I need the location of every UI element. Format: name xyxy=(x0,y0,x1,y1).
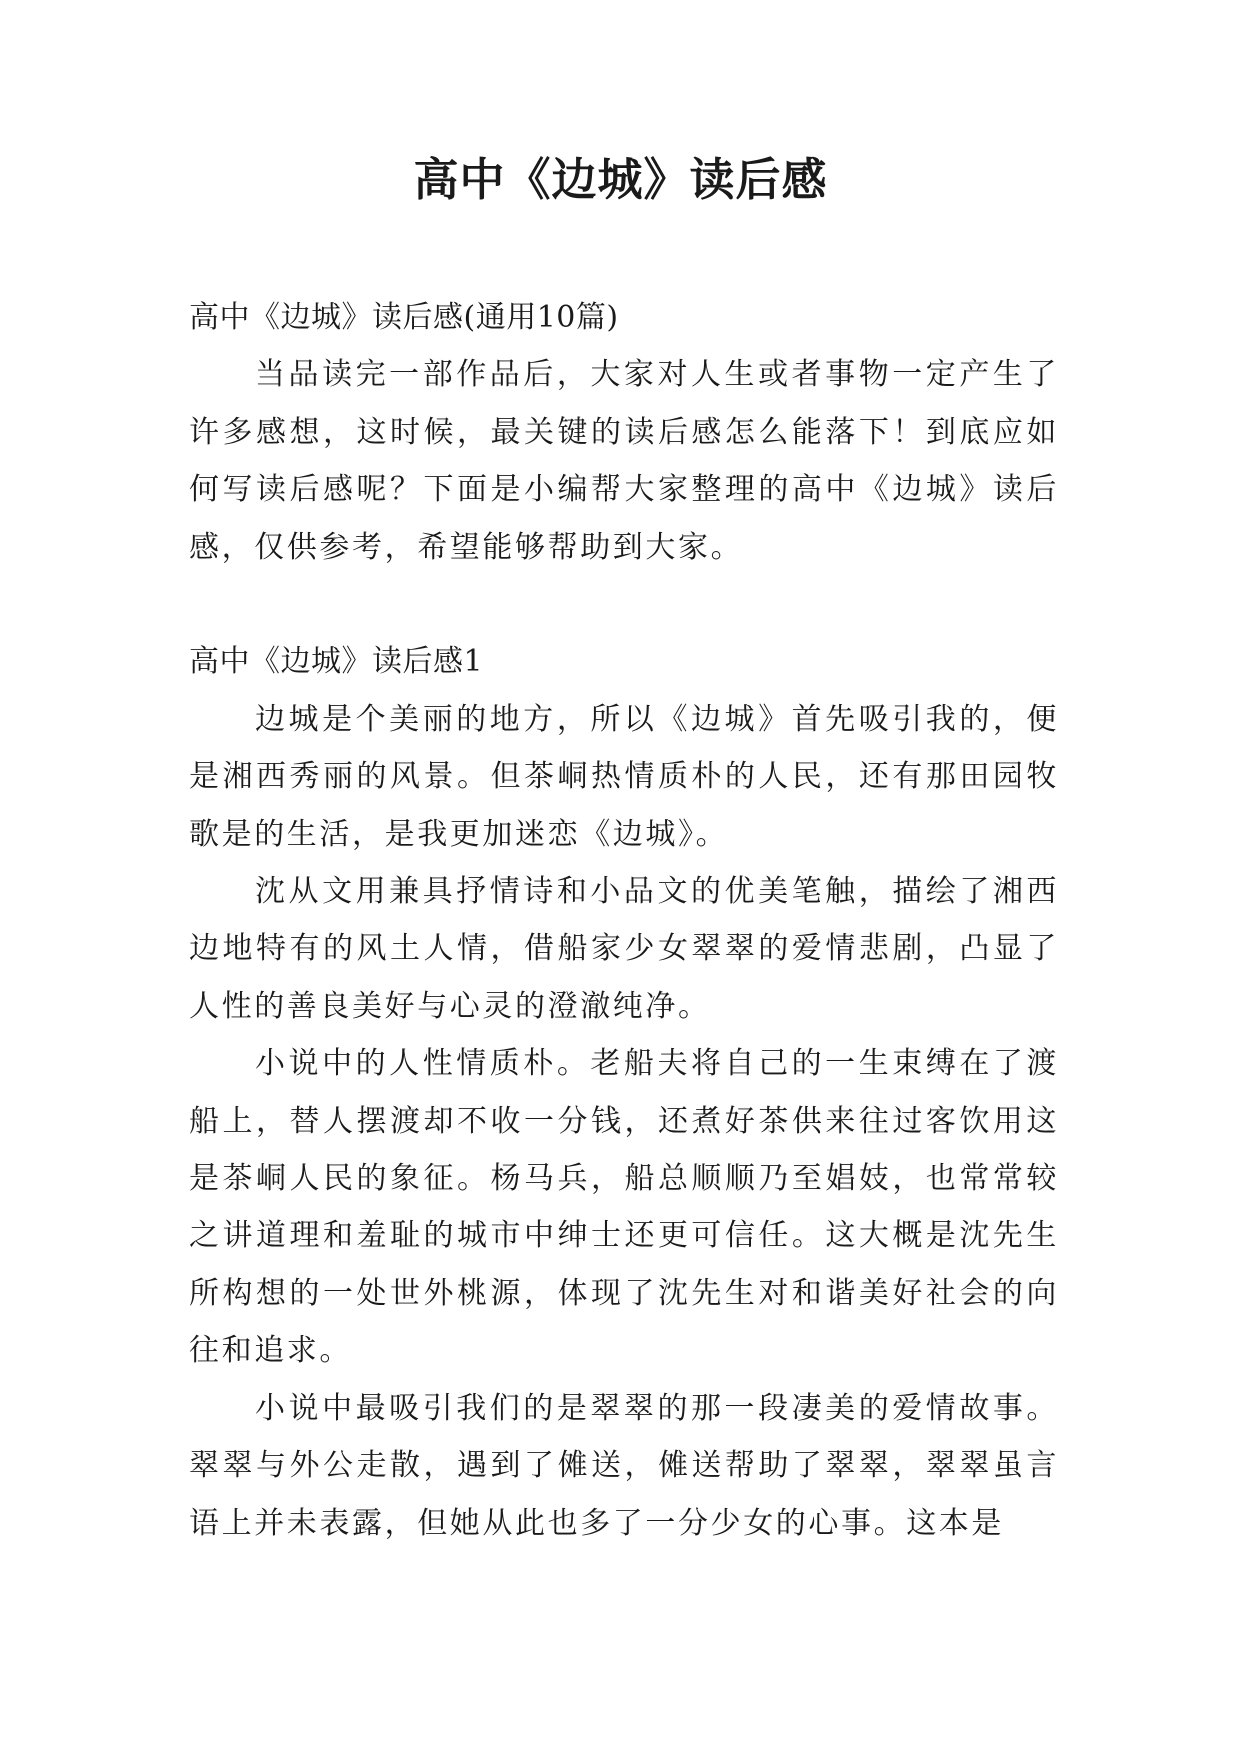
body-paragraph: 小说中最吸引我们的是翠翠的那一段凄美的爱情故事。翠翠与外公走散，遇到了傩送，傩送帮助了翠翠，翠翠虽言语上并未表露，但她从此也多了一分少女的心事。这本是 xyxy=(189,1390,1059,1541)
document-title: 高中《边城》读后感 xyxy=(413,153,828,206)
paragraph-gap xyxy=(189,576,1059,633)
body-paragraph: 沈从文用兼具抒情诗和小品文的优美笔触，描绘了湘西边地特有的风土人情，借船家少女翠翠的爱情悲剧，凸显了人性的善良美好与心灵的澄澈纯净。 xyxy=(189,874,1059,1024)
section-heading: 高中《边城》读后感1 xyxy=(189,644,484,680)
document-body xyxy=(189,289,1059,1552)
body-paragraph: 小说中的人性情质朴。老船夫将自己的一生束缚在了渡船上，替人摆渡却不收一分钱，还煮好茶供来往过客饮用这是茶峒人民的象征。杨马兵，船总顺顺乃至娼妓，也常常较之讲道理和羞耻的城市中绅士还更可信任。这大概是沈先生所构想的一处世外桃源，体现了沈先生对和谐美好社会的向往和追求。 xyxy=(189,1046,1059,1369)
body-paragraph: 边城是个美丽的地方，所以《边城》首先吸引我的，便是湘西秀丽的风景。但茶峒热情质朴的人民，还有那田园牧歌是的生活，是我更加迷恋《边城》。 xyxy=(189,701,1059,852)
section-heading: 高中《边城》读后感(通用10篇) xyxy=(189,300,619,335)
body-paragraph: 当品读完一部作品后，大家对人生或者事物一定产生了许多感想，这时候，最关键的读后感怎么能落下！到底应如何写读后感呢？下面是小编帮大家整理的高中《边城》读后感，仅供参考，希望能够帮助到大家。 xyxy=(189,357,1059,565)
